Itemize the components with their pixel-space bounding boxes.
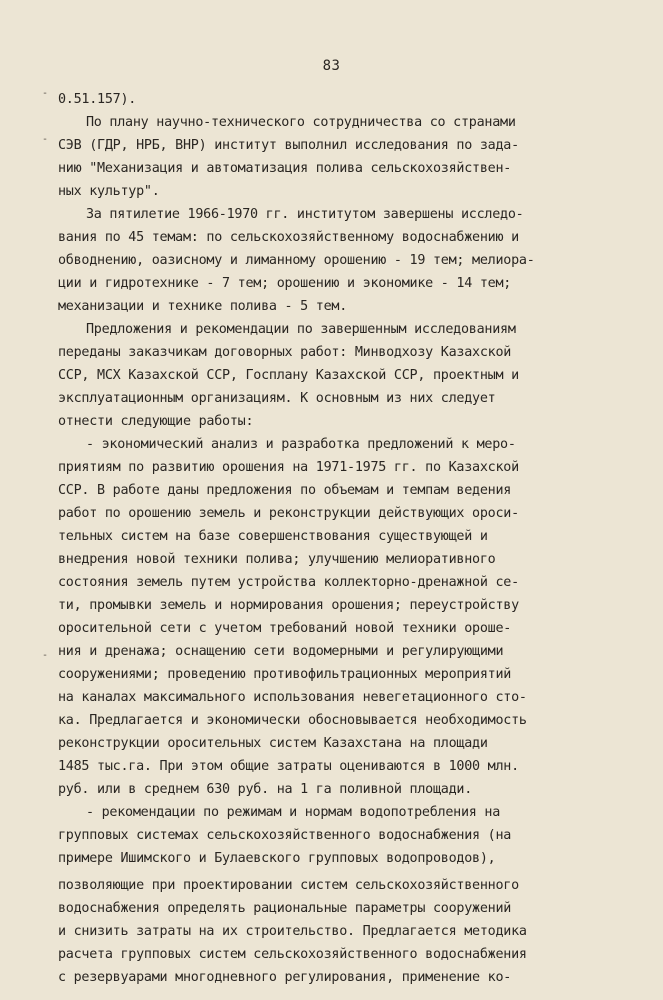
- text-line: состояния земель путем устройства коллекторно-дренажной се-: [58, 575, 519, 590]
- text-line: с резервуарами многодневного регулирования, применение ко-: [58, 970, 512, 985]
- text-line: СЭВ (ГДР, НРБ, ВНР) институт выполнил исследования по зада-: [58, 138, 519, 153]
- text-line: руб. или в среднем 630 руб. на 1 га поливной площади.: [58, 782, 473, 797]
- text-line: нию "Механизация и автоматизация полива сельскохозяйствен-: [58, 161, 512, 176]
- text-line: позволяющие при проектировании систем сельскохозяйственного: [58, 878, 519, 893]
- text-line: реконструкции оросительных систем Казахстана на площади: [58, 736, 488, 751]
- text-line: вания по 45 темам: по сельскохозяйственному водоснабжению и: [58, 230, 519, 245]
- text-line: эксплуатационным организациям. К основным из них следует: [58, 391, 496, 406]
- text-line: на каналах максимального использования невегетационного сто-: [58, 690, 527, 705]
- body-text: [58, 88, 618, 989]
- text-line: ка. Предлагается и экономически обосновывается необходимость: [58, 713, 527, 728]
- text-line: 0.51.157).: [58, 92, 137, 107]
- text-line: оросительной сети с учетом требований новой техники ороше-: [58, 621, 512, 636]
- text-line: сооружениями; проведению противофильтрационных мероприятий: [58, 667, 512, 682]
- text-line: ции и гидротехнике - 7 тем; орошению и экономике - 14 тем;: [58, 276, 512, 291]
- text-line: групповых системах сельскохозяйственного водоснабжения (на: [58, 828, 512, 843]
- text-line: ния и дренажа; оснащению сети водомерными и регулирующими: [58, 644, 504, 659]
- text-line: - рекомендации по режимам и нормам водопотребления на: [86, 805, 501, 820]
- text-line: тельных систем на базе совершенствования существующей и: [58, 529, 488, 544]
- text-line: и снизить затраты на их строительство. Предлагается методика: [58, 924, 527, 939]
- page-number: 83: [322, 58, 341, 74]
- text-line: работ по орошению земель и реконструкции действующих ороси-: [58, 506, 519, 521]
- text-line: внедрения новой техники полива; улучшению мелиоративного: [58, 552, 496, 567]
- text-line: расчета групповых систем сельскохозяйственного водоснабжения: [58, 947, 527, 962]
- text-line: водоснабжения определять рациональные параметры сооружений: [58, 901, 512, 916]
- text-line: Предложения и рекомендации по завершенным исследованиям: [86, 322, 516, 337]
- text-line: примере Ишимского и Булаевского групповых водопроводов),: [58, 851, 496, 866]
- margin-mark: -: [42, 134, 49, 145]
- text-line: механизации и технике полива - 5 тем.: [58, 299, 348, 314]
- text-line: 1485 тыс.га. При этом общие затраты оцениваются в 1000 млн.: [58, 759, 519, 774]
- text-line: ти, промывки земель и нормирования орошения; переустройству: [58, 598, 519, 613]
- text-line: переданы заказчикам договорных работ: Минводхозу Казахской: [58, 345, 512, 360]
- margin-mark: -: [42, 88, 49, 99]
- text-line: обводнению, оазисному и лиманному орошению - 19 тем; мелиора-: [58, 253, 535, 268]
- text-line: За пятилетие 1966-1970 гг. институтом завершены исследо-: [86, 207, 524, 222]
- margin-mark: -: [42, 650, 49, 661]
- text-line: ССР, МСХ Казахской ССР, Госплану Казахской ССР, проектным и: [58, 368, 519, 383]
- text-line: - экономический анализ и разработка предложений к меро-: [86, 437, 516, 452]
- text-line: приятиям по развитию орошения на 1971-1975 гг. по Казахской: [58, 460, 519, 475]
- text-line: отнести следующие работы:: [58, 414, 254, 429]
- text-line: ных культур".: [58, 184, 160, 199]
- text-line: ССР. В работе даны предложения по объемам и темпам ведения: [58, 483, 512, 498]
- text-line: По плану научно-технического сотрудничества со странами: [86, 115, 516, 130]
